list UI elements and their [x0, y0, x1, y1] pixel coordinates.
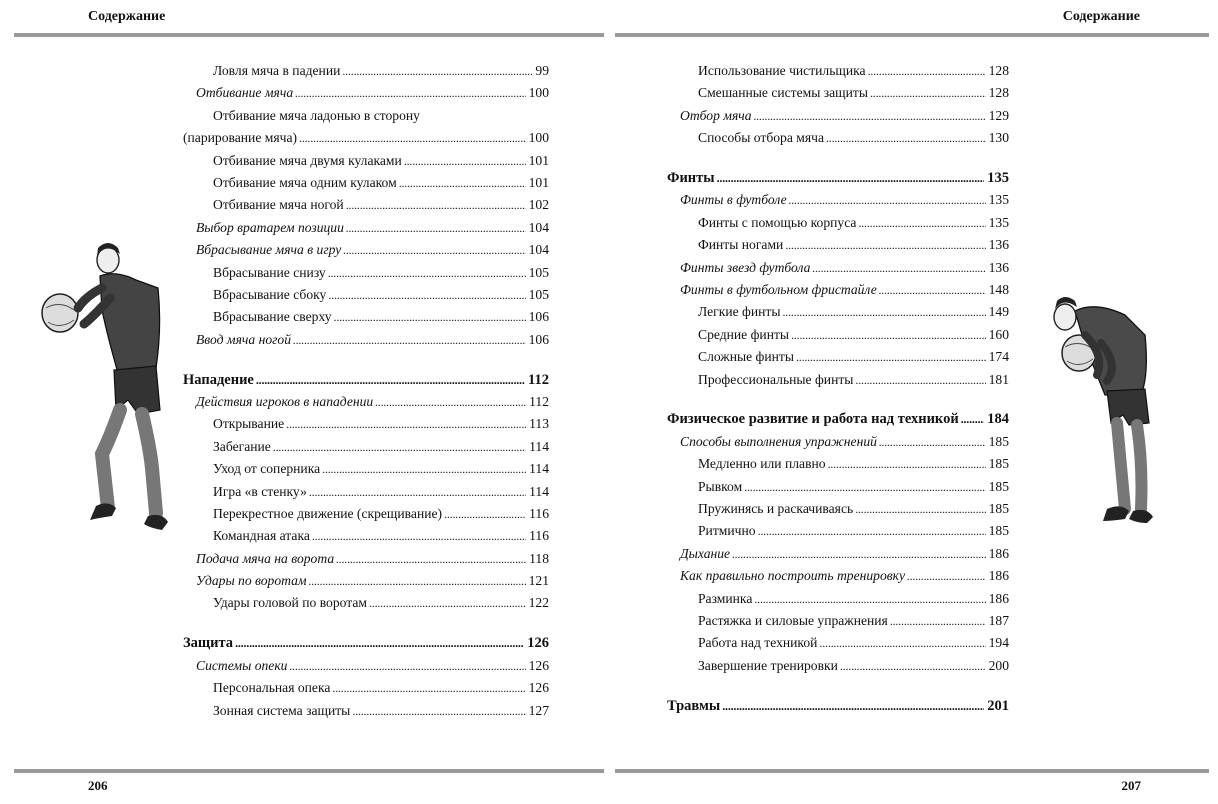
toc-entry[interactable]: Отбивание мяча . . . 100 [0, 82, 549, 104]
right-top-rule [615, 33, 1209, 37]
toc-chapter[interactable]: Финты . . . 135 [609, 167, 1009, 189]
left-top-rule [14, 33, 604, 37]
toc-entry[interactable]: (парирование мяча) . . . 100 [0, 127, 549, 149]
toc-entry[interactable]: Открывание . . . 113 [0, 413, 549, 435]
toc-entry[interactable]: Работа над техникой . . . 194 [609, 632, 1009, 654]
toc-entry[interactable]: Персональная опека . . . 126 [0, 677, 549, 699]
toc-entry[interactable]: Ловля мяча в падении . . . 99 [0, 60, 549, 82]
toc-entry[interactable]: Финты с помощью корпуса . . . 135 [609, 212, 1009, 234]
right-page-number: 207 [1121, 778, 1141, 793]
toc-entry[interactable]: Медленно или плавно . . . 185 [609, 453, 1009, 475]
toc-entry[interactable]: Растяжка и силовые упражнения . . . 187 [609, 610, 1009, 632]
toc-chapter[interactable]: Защита . . . 126 [0, 632, 549, 654]
goalkeeper-catch-illustration [1045, 295, 1155, 540]
left-page-number: 206 [88, 778, 108, 793]
toc-entry[interactable]: Средние финты . . . 160 [609, 324, 1009, 346]
toc-entry[interactable]: Вбрасывание сбоку . . . 105 [0, 284, 549, 306]
toc-entry[interactable]: Как правильно построить тренировку . . . 186 [609, 565, 1009, 587]
toc-entry[interactable]: Вбрасывание снизу . . . 105 [0, 262, 549, 284]
toc-entry[interactable]: Профессиональные финты . . . 181 [609, 369, 1009, 391]
toc-entry[interactable]: Удары по воротам . . . 121 [0, 570, 549, 592]
right-page-header: Содержание [1062, 9, 1140, 24]
toc-chapter[interactable]: Травмы . . . 201 [609, 695, 1009, 717]
toc-entry[interactable]: Отбивание мяча ногой . . . 102 [0, 194, 549, 216]
toc-entry[interactable]: Системы опеки . . . 126 [0, 655, 549, 677]
toc-entry[interactable]: Финты звезд футбола . . . 136 [609, 257, 1009, 279]
toc-entry[interactable]: Финты в футболе . . . 135 [609, 189, 1009, 211]
right-page [609, 0, 1218, 804]
toc-entry[interactable]: Командная атака . . . 116 [0, 525, 549, 547]
toc-entry[interactable]: Завершение тренировки . . . 200 [609, 655, 1009, 677]
toc-entry[interactable]: Перекрестное движение (скрещивание) . . . 116 [0, 503, 549, 525]
toc-entry[interactable]: Разминка . . . 186 [609, 588, 1009, 610]
toc-chapter[interactable]: Нападение . . . 112 [0, 369, 549, 391]
toc-entry[interactable]: Подача мяча на ворота . . . 118 [0, 548, 549, 570]
toc-entry[interactable]: Смешанные системы защиты . . . 128 [609, 82, 1009, 104]
toc-entry[interactable]: Сложные финты . . . 174 [609, 346, 1009, 368]
right-bottom-rule [615, 769, 1209, 773]
toc-entry[interactable]: Ритмично . . . 185 [609, 520, 1009, 542]
toc-entry[interactable]: Дыхание . . . 186 [609, 543, 1009, 565]
toc-entry[interactable]: Ввод мяча ногой . . . 106 [0, 329, 549, 351]
toc-entry: Отбивание мяча ладонью в сторону [213, 107, 420, 123]
toc-entry[interactable]: Удары головой по воротам . . . 122 [0, 592, 549, 614]
right-toc [609, 60, 1009, 717]
toc-entry[interactable]: Способы отбора мяча . . . 130 [609, 127, 1009, 149]
toc-entry[interactable]: Финты ногами . . . 136 [609, 234, 1009, 256]
toc-entry[interactable]: Игра «в стенку» . . . 114 [0, 481, 549, 503]
toc-entry[interactable]: Рывком . . . 185 [609, 476, 1009, 498]
left-page-header: Содержание [88, 9, 166, 24]
toc-entry[interactable]: Отбор мяча . . . 129 [609, 105, 1009, 127]
toc-entry[interactable]: Легкие финты . . . 149 [609, 301, 1009, 323]
left-bottom-rule [14, 769, 604, 773]
toc-entry[interactable]: Отбивание мяча одним кулаком . . . 101 [0, 172, 549, 194]
toc-entry[interactable]: Уход от соперника . . . 114 [0, 458, 549, 480]
toc-entry[interactable]: Пружинясь и раскачиваясь . . . 185 [609, 498, 1009, 520]
toc-entry[interactable]: Забегание . . . 114 [0, 436, 549, 458]
toc-entry[interactable]: Действия игроков в нападении . . . 112 [0, 391, 549, 413]
toc-chapter[interactable]: Физическое развитие и работа над техникой . . . 184 [609, 408, 1009, 430]
toc-entry[interactable]: Использование чистильщика . . . 128 [609, 60, 1009, 82]
toc-entry[interactable]: Зонная система защиты . . . 127 [0, 700, 549, 722]
toc-entry[interactable]: Способы выполнения упражнений . . . 185 [609, 431, 1009, 453]
toc-entry[interactable]: Отбивание мяча двумя кулаками . . . 101 [0, 150, 549, 172]
toc-entry[interactable]: Вбрасывание сверху . . . 106 [0, 306, 549, 328]
toc-entry[interactable]: Финты в футбольном фристайле . . . 148 [609, 279, 1009, 301]
toc-entry[interactable]: Вбрасывание мяча в игру . . . 104 [0, 239, 549, 261]
toc-entry[interactable]: Выбор вратарем позиции . . . 104 [0, 217, 549, 239]
goalkeeper-throw-illustration [38, 238, 173, 548]
